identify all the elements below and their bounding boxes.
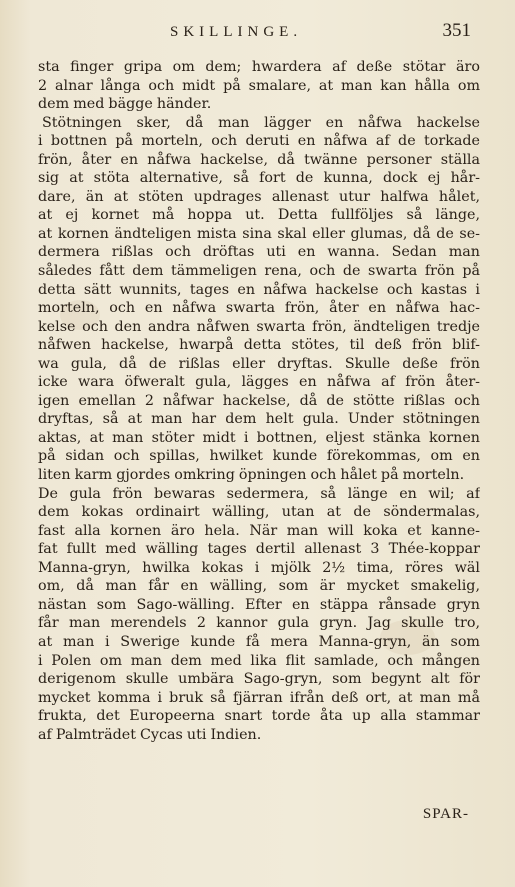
text-line: aktas, at man stöter midt i bottnen, eljest stänka kornen (38, 429, 480, 446)
text-line: får man merendels 2 kannor gula gryn. Jag skulle tro, (38, 615, 480, 632)
text-line: nästan som Sago-wälling. Efter en stäppa rånsade gryn (38, 596, 480, 613)
text-line: detta sätt wunnits, tages en nåfwa hackelse och kastas i (38, 281, 480, 298)
running-title: SKILLINGE. (170, 24, 303, 40)
text-line: at kornen ändteligen mista sina skal eller glumas, då de se- (38, 225, 480, 242)
text-line: dryftas, så at man har dem helt gula. Under stötningen (38, 411, 480, 428)
text-line: frön, åter en nåfwa hackelse, då twänne personer ställa (38, 151, 480, 168)
text-line: fast alla kornen äro hela. När man will koka et kanne- (38, 522, 480, 539)
text-line: på sidan och spillas, hwilket kunde förekommas, om en (38, 448, 480, 465)
text-line: nåfwen hackelse, hwarpå detta stötes, til deß frön blif- (38, 337, 480, 354)
text-line: wa gula, då de rißlas eller dryftas. Skulle deße frön (38, 355, 480, 372)
text-line: at ej kornet må hoppa ut. Detta fullföljes så länge, (38, 207, 480, 224)
text-line: liten karm gjordes omkring öpningen och hålet på morteln. (38, 467, 465, 484)
text-line: frukta, det Europeerna snart torde åta up alla stammar (38, 708, 480, 725)
text-line: at man i Swerige kunde få mera Manna-gryn, än som (38, 633, 480, 650)
text-line: mycket komma i bruk så fjärran ifrån deß ort, at man må (38, 689, 480, 706)
text-line: kelse och den andra nåfwen swarta frön, ändteligen tredje (38, 318, 480, 335)
text-line: Manna-gryn, hwilka kokas i mjölk 2½ tima, röres wäl (38, 559, 480, 576)
text-line: fat fullt med wälling tages dertil allenast 3 Thée-koppar (38, 541, 480, 558)
text-line: morteln, och en nåfwa swarta frön, åter en nåfwa hac- (38, 300, 480, 317)
text-body (38, 58, 480, 744)
text-line: icke wara öfweralt gula, lägges en nåfwa af frön åter- (38, 374, 480, 391)
text-line: om, då man får en wälling, som är mycket smakelig, (38, 578, 480, 595)
text-line: dem med bägge händer. (38, 96, 212, 113)
text-line: dermera rißlas och dröftas uti en wanna. Sedan man (38, 244, 480, 261)
text-line: i bottnen på morteln, och deruti en nåfwa af de torkade (38, 133, 480, 150)
page-number: 351 (442, 20, 471, 41)
text-line: således fått dem tämmeligen rena, och de swarta frön på (38, 263, 480, 280)
text-line: dare, än at stöten updrages allenast utur halfwa hålet, (38, 188, 480, 205)
text-line: sig at stöta alternative, så fort de kunna, dock ej hår- (38, 170, 480, 187)
text-line: De gula frön bewaras sedermera, så länge en wil; af (38, 485, 480, 502)
text-line: dem kokas ordinairt wälling, utan at de söndermalas, (38, 504, 480, 521)
catchword: SPAR- (422, 806, 469, 822)
text-line: Stötningen sker, då man lägger en nåfwa hackelse (42, 114, 480, 131)
page-header (0, 18, 515, 48)
text-line: sta finger gripa om dem; hwardera af deße stötar äro (38, 59, 480, 75)
text-line: igen emellan 2 nåfwar hackelse, då de stötte rißlas och (38, 392, 480, 409)
text-line: derigenom skulle umbära Sago-gryn, som begynt alt för (38, 671, 480, 688)
text-line: i Polen om man dem med lika flit samlade, och mången (38, 652, 480, 669)
text-line: 2 alnar långa och midt på smalare, at man kan hålla om (38, 77, 480, 94)
text-line: af Palmträdet Cycas uti Indien. (38, 726, 262, 743)
